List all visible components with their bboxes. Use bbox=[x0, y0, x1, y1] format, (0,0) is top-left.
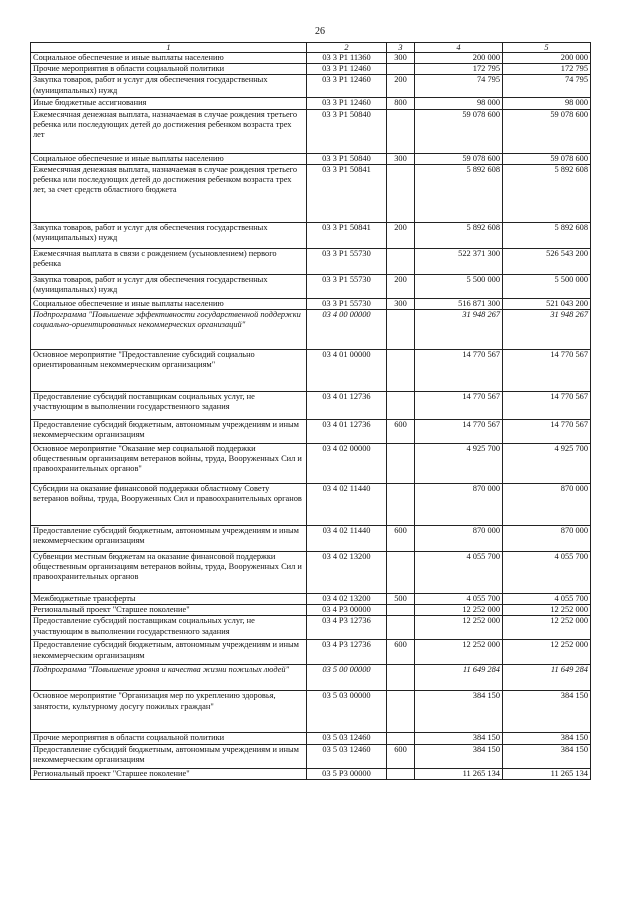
row-name: Социальное обеспечение и иные выплаты населению bbox=[31, 298, 307, 309]
row-value-1: 11 265 134 bbox=[415, 768, 503, 779]
row-code: 03 5 03 12460 bbox=[307, 733, 387, 744]
row-name: Иные бюджетные ассигнования bbox=[31, 98, 307, 109]
row-name: Прочие мероприятия в области социальной политики bbox=[31, 733, 307, 744]
table-row bbox=[31, 768, 591, 779]
row-value-2: 4 925 700 bbox=[503, 444, 591, 484]
row-value-1: 870 000 bbox=[415, 526, 503, 552]
row-name: Предоставление субсидий бюджетным, автономным учреждениям и иным некоммерческим организациям bbox=[31, 420, 307, 444]
row-value-1: 11 649 284 bbox=[415, 665, 503, 691]
table-row bbox=[31, 484, 591, 526]
row-value-1: 870 000 bbox=[415, 484, 503, 526]
row-value-2: 74 795 bbox=[503, 75, 591, 98]
row-code: 03 4 02 13200 bbox=[307, 594, 387, 605]
row-code: 03 4 P3 12736 bbox=[307, 616, 387, 640]
table-row bbox=[31, 298, 591, 309]
row-value-2: 5 892 608 bbox=[503, 164, 591, 222]
budget-table bbox=[30, 42, 591, 780]
row-name: Предоставление субсидий бюджетным, автономным учреждениям и иным некоммерческим организациям bbox=[31, 744, 307, 768]
table-row bbox=[31, 733, 591, 744]
row-value-1: 14 770 567 bbox=[415, 350, 503, 392]
row-name: Подпрограмма "Повышение уровня и качества жизни пожилых людей" bbox=[31, 665, 307, 691]
row-value-1: 14 770 567 bbox=[415, 392, 503, 420]
row-vr bbox=[387, 605, 415, 616]
table-row bbox=[31, 526, 591, 552]
row-value-2: 11 265 134 bbox=[503, 768, 591, 779]
row-vr bbox=[387, 64, 415, 75]
row-name: Субвенции местным бюджетам на оказание финансовой поддержки общественным организациям ветеранов войны, труда, Вооруженных Сил и правоохранительных органов bbox=[31, 552, 307, 594]
row-code: 03 3 P1 55730 bbox=[307, 248, 387, 274]
row-name: Субсидии на оказание финансовой поддержки областному Совету ветеранов войны, труда, Вооруженных Сил и правоохранительных органов bbox=[31, 484, 307, 526]
row-value-2: 870 000 bbox=[503, 526, 591, 552]
row-value-2: 12 252 000 bbox=[503, 605, 591, 616]
row-value-2: 521 043 200 bbox=[503, 298, 591, 309]
row-code: 03 3 P1 12460 bbox=[307, 75, 387, 98]
row-value-2: 12 252 000 bbox=[503, 640, 591, 665]
row-vr: 500 bbox=[387, 594, 415, 605]
row-name: Предоставление субсидий бюджетным, автономным учреждениям и иным некоммерческим организациям bbox=[31, 640, 307, 665]
row-name: Закупка товаров, работ и услуг для обеспечения государственных (муниципальных) нужд bbox=[31, 274, 307, 298]
table-row bbox=[31, 392, 591, 420]
row-value-2: 5 892 608 bbox=[503, 222, 591, 248]
table-row bbox=[31, 75, 591, 98]
row-vr bbox=[387, 310, 415, 350]
row-name: Социальное обеспечение и иные выплаты населению bbox=[31, 153, 307, 164]
row-name: Ежемесячная выплата в связи с рождением (усыновлением) первого ребенка bbox=[31, 248, 307, 274]
row-value-2: 526 543 200 bbox=[503, 248, 591, 274]
row-value-2: 4 055 700 bbox=[503, 594, 591, 605]
table-row bbox=[31, 64, 591, 75]
row-value-1: 4 925 700 bbox=[415, 444, 503, 484]
row-vr: 600 bbox=[387, 526, 415, 552]
row-value-1: 4 055 700 bbox=[415, 552, 503, 594]
row-name: Социальное обеспечение и иные выплаты населению bbox=[31, 53, 307, 64]
row-vr bbox=[387, 444, 415, 484]
table-row bbox=[31, 552, 591, 594]
row-value-2: 14 770 567 bbox=[503, 350, 591, 392]
table-row bbox=[31, 605, 591, 616]
row-name: Основное мероприятие "Предоставление субсидий социально ориентированным некоммерческим организациям" bbox=[31, 350, 307, 392]
row-name: Подпрограмма "Повышение эффективности государственной поддержки социально-ориентированных некоммерческих организаций" bbox=[31, 310, 307, 350]
row-value-1: 74 795 bbox=[415, 75, 503, 98]
row-value-2: 384 150 bbox=[503, 744, 591, 768]
row-name: Прочие мероприятия в области социальной политики bbox=[31, 64, 307, 75]
row-code: 03 3 P1 55730 bbox=[307, 274, 387, 298]
row-code: 03 5 00 00000 bbox=[307, 665, 387, 691]
row-value-2: 98 000 bbox=[503, 98, 591, 109]
table-row bbox=[31, 691, 591, 733]
row-vr: 600 bbox=[387, 420, 415, 444]
row-value-1: 12 252 000 bbox=[415, 616, 503, 640]
row-value-1: 98 000 bbox=[415, 98, 503, 109]
row-value-2: 384 150 bbox=[503, 733, 591, 744]
row-code: 03 3 P1 12460 bbox=[307, 64, 387, 75]
row-name: Закупка товаров, работ и услуг для обеспечения государственных (муниципальных) нужд bbox=[31, 75, 307, 98]
table-row bbox=[31, 222, 591, 248]
row-value-2: 384 150 bbox=[503, 691, 591, 733]
row-value-1: 384 150 bbox=[415, 744, 503, 768]
table-row bbox=[31, 665, 591, 691]
row-vr bbox=[387, 552, 415, 594]
row-vr bbox=[387, 109, 415, 153]
row-vr: 800 bbox=[387, 98, 415, 109]
row-vr: 200 bbox=[387, 274, 415, 298]
row-code: 03 4 01 12736 bbox=[307, 392, 387, 420]
row-code: 03 3 P1 50841 bbox=[307, 222, 387, 248]
row-value-2: 11 649 284 bbox=[503, 665, 591, 691]
row-value-2: 59 078 600 bbox=[503, 153, 591, 164]
row-vr: 300 bbox=[387, 53, 415, 64]
table-row bbox=[31, 640, 591, 665]
row-vr: 600 bbox=[387, 744, 415, 768]
row-name: Предоставление субсидий поставщикам социальных услуг, не участвующим в выполнении государственного задания bbox=[31, 392, 307, 420]
row-value-2: 200 000 bbox=[503, 53, 591, 64]
table-row bbox=[31, 744, 591, 768]
row-value-1: 59 078 600 bbox=[415, 109, 503, 153]
row-value-2: 31 948 267 bbox=[503, 310, 591, 350]
header-row bbox=[31, 43, 591, 53]
table-row bbox=[31, 98, 591, 109]
table-row bbox=[31, 109, 591, 153]
row-name: Основное мероприятие "Организация мер по укреплению здоровья, занятости, культурному досугу пожилых граждан" bbox=[31, 691, 307, 733]
row-code: 03 4 00 00000 bbox=[307, 310, 387, 350]
header-cell: 2 bbox=[307, 43, 387, 53]
row-code: 03 4 02 00000 bbox=[307, 444, 387, 484]
row-vr: 200 bbox=[387, 222, 415, 248]
row-code: 03 3 P1 11360 bbox=[307, 53, 387, 64]
row-code: 03 4 02 11440 bbox=[307, 484, 387, 526]
row-name: Основное мероприятие "Оказание мер социальной поддержки общественным организациям ветеранов войны, труда, Вооруженных Сил и правоохранительных органов" bbox=[31, 444, 307, 484]
row-value-1: 384 150 bbox=[415, 733, 503, 744]
table-row bbox=[31, 164, 591, 222]
page-number: 26 bbox=[315, 26, 325, 37]
header-cell: 1 bbox=[31, 43, 307, 53]
row-value-1: 5 892 608 bbox=[415, 222, 503, 248]
row-name: Ежемесячная денежная выплата, назначаемая в случае рождения третьего ребенка или последующих детей до достижения ребенком возраста трех лет, за счет средств областного бюджета bbox=[31, 164, 307, 222]
row-value-2: 172 795 bbox=[503, 64, 591, 75]
row-vr bbox=[387, 248, 415, 274]
row-code: 03 3 P1 55730 bbox=[307, 298, 387, 309]
table-row bbox=[31, 310, 591, 350]
row-vr: 300 bbox=[387, 153, 415, 164]
row-value-1: 59 078 600 bbox=[415, 153, 503, 164]
row-vr: 200 bbox=[387, 75, 415, 98]
row-name: Региональный проект "Старшее поколение" bbox=[31, 768, 307, 779]
table-row bbox=[31, 153, 591, 164]
row-name: Закупка товаров, работ и услуг для обеспечения государственных (муниципальных) нужд bbox=[31, 222, 307, 248]
row-code: 03 3 P1 12460 bbox=[307, 98, 387, 109]
row-value-1: 5 892 608 bbox=[415, 164, 503, 222]
row-name: Ежемесячная денежная выплата, назначаемая в случае рождения третьего ребенка или последующих детей до достижения ребенком возраста трех лет bbox=[31, 109, 307, 153]
row-value-2: 870 000 bbox=[503, 484, 591, 526]
row-value-1: 5 500 000 bbox=[415, 274, 503, 298]
row-name: Предоставление субсидий бюджетным, автономным учреждениям и иным некоммерческим организациям bbox=[31, 526, 307, 552]
row-vr bbox=[387, 164, 415, 222]
row-value-1: 4 055 700 bbox=[415, 594, 503, 605]
header-cell: 5 bbox=[503, 43, 591, 53]
row-vr bbox=[387, 616, 415, 640]
row-code: 03 4 01 00000 bbox=[307, 350, 387, 392]
row-vr bbox=[387, 350, 415, 392]
row-code: 03 5 03 12460 bbox=[307, 744, 387, 768]
table-row bbox=[31, 594, 591, 605]
row-code: 03 4 01 12736 bbox=[307, 420, 387, 444]
row-vr: 600 bbox=[387, 640, 415, 665]
header-cell: 3 bbox=[387, 43, 415, 53]
row-value-1: 12 252 000 bbox=[415, 605, 503, 616]
row-vr bbox=[387, 768, 415, 779]
row-value-2: 59 078 600 bbox=[503, 109, 591, 153]
row-value-1: 516 871 300 bbox=[415, 298, 503, 309]
table-row bbox=[31, 53, 591, 64]
row-value-2: 4 055 700 bbox=[503, 552, 591, 594]
row-vr: 300 bbox=[387, 298, 415, 309]
row-code: 03 4 P3 12736 bbox=[307, 640, 387, 665]
row-vr bbox=[387, 484, 415, 526]
row-value-2: 5 500 000 bbox=[503, 274, 591, 298]
row-name: Предоставление субсидий поставщикам социальных услуг, не участвующим в выполнении государственного задания bbox=[31, 616, 307, 640]
row-vr bbox=[387, 665, 415, 691]
row-code: 03 3 P1 50840 bbox=[307, 153, 387, 164]
row-code: 03 3 P1 50840 bbox=[307, 109, 387, 153]
row-code: 03 5 P3 00000 bbox=[307, 768, 387, 779]
table-row bbox=[31, 420, 591, 444]
row-value-2: 14 770 567 bbox=[503, 392, 591, 420]
row-code: 03 4 02 13200 bbox=[307, 552, 387, 594]
header-cell: 4 bbox=[415, 43, 503, 53]
row-vr bbox=[387, 392, 415, 420]
table-row bbox=[31, 444, 591, 484]
row-value-2: 14 770 567 bbox=[503, 420, 591, 444]
row-value-2: 12 252 000 bbox=[503, 616, 591, 640]
table-row bbox=[31, 274, 591, 298]
row-vr bbox=[387, 691, 415, 733]
row-name: Региональный проект "Старшее поколение" bbox=[31, 605, 307, 616]
row-value-1: 14 770 567 bbox=[415, 420, 503, 444]
row-value-1: 522 371 300 bbox=[415, 248, 503, 274]
row-vr bbox=[387, 733, 415, 744]
row-code: 03 4 P3 00000 bbox=[307, 605, 387, 616]
row-name: Межбюджетные трансферты bbox=[31, 594, 307, 605]
row-value-1: 200 000 bbox=[415, 53, 503, 64]
row-value-1: 384 150 bbox=[415, 691, 503, 733]
row-code: 03 5 03 00000 bbox=[307, 691, 387, 733]
row-value-1: 172 795 bbox=[415, 64, 503, 75]
table-row bbox=[31, 248, 591, 274]
row-value-1: 31 948 267 bbox=[415, 310, 503, 350]
row-code: 03 4 02 11440 bbox=[307, 526, 387, 552]
table-row bbox=[31, 350, 591, 392]
row-value-1: 12 252 000 bbox=[415, 640, 503, 665]
row-code: 03 3 P1 50841 bbox=[307, 164, 387, 222]
table-row bbox=[31, 616, 591, 640]
